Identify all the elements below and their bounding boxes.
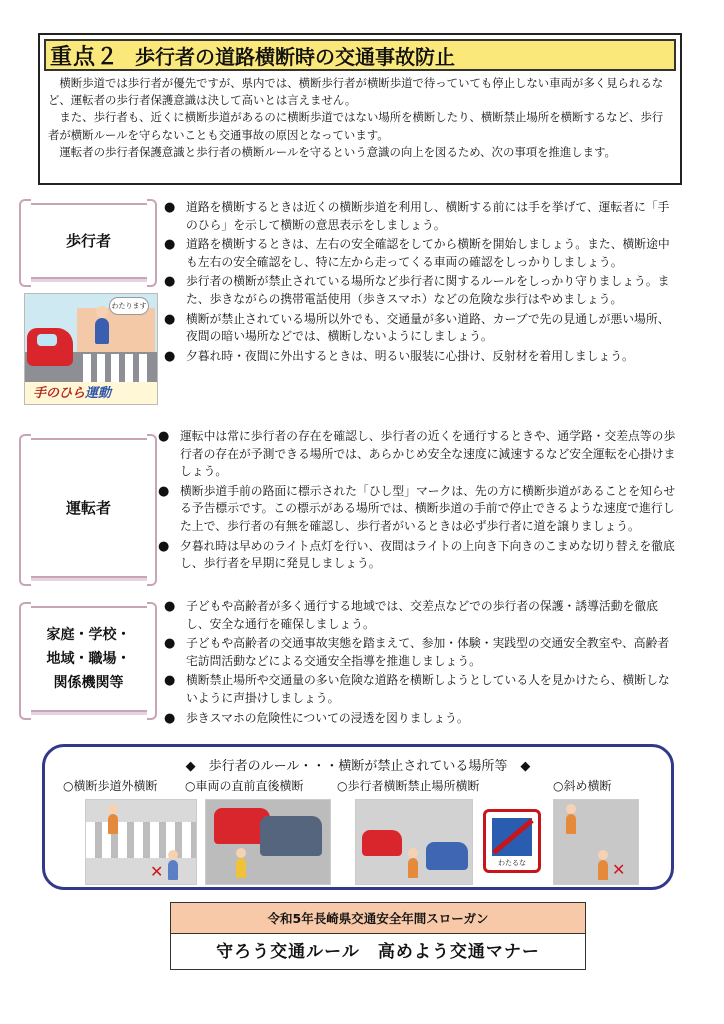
jaywalk-illustration bbox=[85, 799, 197, 885]
bullet-icon: ● bbox=[164, 274, 176, 290]
sign-text: わたるな bbox=[498, 859, 526, 867]
section-label-pedestrian: 歩行者 bbox=[24, 203, 152, 279]
bullet-icon: ● bbox=[158, 429, 170, 444]
bullet-icon: ● bbox=[164, 200, 176, 215]
no-pedestrian-crossing-sign bbox=[477, 799, 543, 885]
pedestrian-list bbox=[162, 199, 678, 367]
bullet-icon: ● bbox=[164, 636, 176, 652]
list-item: ● 横断が禁止されている場所以外でも、交通量が多い道路、カーブで先の見通しが悪い場所、夜間の暗い場所などでは、横断しないようにしましょう。 bbox=[164, 311, 670, 344]
rule-caption: ○横断歩道外横断 bbox=[63, 779, 158, 793]
rule-caption: ○歩行者横断禁止場所横断 bbox=[337, 779, 480, 793]
person-icon bbox=[408, 858, 418, 878]
bullet-icon: ● bbox=[164, 673, 176, 689]
crossing-near-car-illustration bbox=[205, 799, 331, 885]
banner-text-a: 手のひら bbox=[33, 386, 86, 401]
car-icon bbox=[362, 830, 402, 856]
bullet-icon: ● bbox=[158, 538, 170, 554]
no-crossing-zone-illustration bbox=[355, 799, 473, 885]
label-line: 地域・職場・ bbox=[46, 651, 131, 667]
crosswalk-shape bbox=[86, 822, 197, 858]
title-bar bbox=[44, 39, 676, 71]
slogan-heading: 令和5年長崎県交通安全年間スローガン bbox=[171, 903, 585, 934]
prohibition-sign-icon bbox=[483, 809, 541, 873]
bullet-icon: ● bbox=[164, 348, 176, 364]
person-icon bbox=[566, 814, 576, 834]
cross-mark-icon: ✕ bbox=[150, 862, 164, 881]
pedestrian-rules-box bbox=[42, 744, 674, 890]
rule-caption: ○車両の直前直後横断 bbox=[185, 779, 304, 793]
title-prefix: 重点２ bbox=[50, 44, 120, 70]
list-item: ● 子どもや高齢者の交通事故実態を踏まえて、参加・体験・実践型の交通安全教室や、高齢者宅訪問活動などによる交通安全指導を推進しましょう。 bbox=[164, 636, 670, 668]
list-item: ● 運転中は常に歩行者の存在を確認し、歩行者の近くを通行するときや、通学路・交差点等の歩行者の存在が予測できる場所では、あらかじめ安全な速度に減速するなど安全運転を心掛けましょう。 bbox=[158, 429, 676, 479]
list-item: ● 子どもや高齢者が多く通行する地域では、交差点などでの歩行者の保護・誘導活動を徹底し、安全な通行を確保しましょう。 bbox=[164, 599, 658, 631]
rules-title: ◆ 歩行者のルール・・・横断が禁止されている場所等 ◆ bbox=[185, 759, 531, 774]
car-icon bbox=[260, 816, 322, 856]
person-icon bbox=[108, 814, 118, 834]
slogan-text: 守ろう交通ルール 高めよう交通マナー bbox=[216, 942, 540, 962]
section-label-driver: 運転者 bbox=[24, 438, 152, 578]
car-icon bbox=[27, 328, 73, 366]
page-title: 歩行者の道路横断時の交通事故防止 bbox=[135, 44, 456, 69]
person-icon bbox=[236, 858, 246, 878]
car-icon bbox=[426, 842, 468, 870]
bullet-icon: ● bbox=[158, 483, 170, 499]
speech-bubble: わたります bbox=[109, 297, 149, 315]
label-line: 家庭・学校・ bbox=[46, 627, 131, 643]
bullet-icon: ● bbox=[164, 710, 176, 726]
bullet-icon: ● bbox=[164, 599, 176, 614]
child-raising-hand-icon bbox=[95, 318, 109, 344]
driver-list bbox=[156, 428, 680, 575]
section-label-community bbox=[24, 606, 152, 712]
rule-caption: ○斜め横断 bbox=[553, 779, 612, 793]
list-item: ● 歩行者の横断が禁止されている場所など歩行者に関するルールをしっかり守りましょう。また、歩きながらの携帯電話使用（歩きスマホ）などの危険な歩行はやめましょう。 bbox=[164, 274, 670, 306]
list-item: ● 夕暮れ時は早めのライト点灯を行い、夜間はライトの上向き下向きのこまめな切り替えを徹底し、歩行者を早期に発見しましょう。 bbox=[158, 538, 675, 571]
intro-paragraph: また、歩行者も、近くに横断歩道があるのに横断歩道ではない場所を横断したり、横断禁止場所を横断するなど、歩行者が横断ルールを守らないことも交通事故の原因となっています。 bbox=[48, 110, 664, 142]
crosswalk-shape bbox=[83, 354, 153, 384]
list-item: ● 横断禁止場所や交通量の多い危険な道路を横断しようとしている人を見かけたら、横断しないように声掛けしましょう。 bbox=[164, 673, 670, 705]
list-item: ● 歩きスマホの危険性についての浸透を図りましょう。 bbox=[164, 710, 469, 726]
slogan-box bbox=[170, 902, 586, 970]
campaign-banner bbox=[25, 382, 158, 405]
list-item: ● 道路を横断するときは近くの横断歩道を利用し、横断する前には手を挙げて、運転者に「手のひら」を示して横断の意思表示をしましょう。 bbox=[164, 200, 670, 232]
person-icon bbox=[598, 860, 608, 880]
cross-mark-icon: ✕ bbox=[612, 860, 626, 879]
person-icon bbox=[168, 860, 178, 880]
intro-paragraph: 運転者の歩行者保護意識と歩行者の横断ルールを守るという意識の向上を図るため、次の事項を推進します。 bbox=[59, 144, 616, 159]
intro-paragraph: 横断歩道では歩行者が優先ですが、県内では、横断歩行者が横断歩道で待っていても停止しない車両が多く見られるなど、運転者の歩行者保護意識は決して高いとは言えません。 bbox=[48, 76, 664, 108]
list-item: ● 夕暮れ時・夜間に外出するときは、明るい服装に心掛け、反射材を着用しましょう。 bbox=[164, 348, 634, 364]
list-item: ● 道路を横断するときは、左右の安全確認をしてから横断を開始しましょう。また、横断途中も左右の安全確認をし、特に左から走ってくる車両の確認をしっかりしましょう。 bbox=[164, 237, 670, 269]
banner-text-b: 運動 bbox=[85, 386, 112, 401]
intro-box bbox=[38, 33, 682, 185]
label-line: 関係機関等 bbox=[53, 675, 124, 691]
community-list bbox=[162, 598, 680, 729]
diagonal-crossing-illustration bbox=[553, 799, 639, 885]
intro-paragraphs bbox=[48, 75, 672, 161]
bullet-icon: ● bbox=[164, 311, 176, 327]
palm-campaign-illustration bbox=[24, 293, 158, 405]
bullet-icon: ● bbox=[164, 237, 176, 253]
list-item: ● 横断歩道手前の路面に標示された「ひし型」マークは、先の方に横断歩道があることを知らせる予告標示です。この標示がある場所では、横断歩道の手前で停止できるような速度で進行した上で、歩行者の有無を確認し、歩行者がいるときは必ず歩行者に道を譲りましょう。 bbox=[158, 483, 676, 533]
